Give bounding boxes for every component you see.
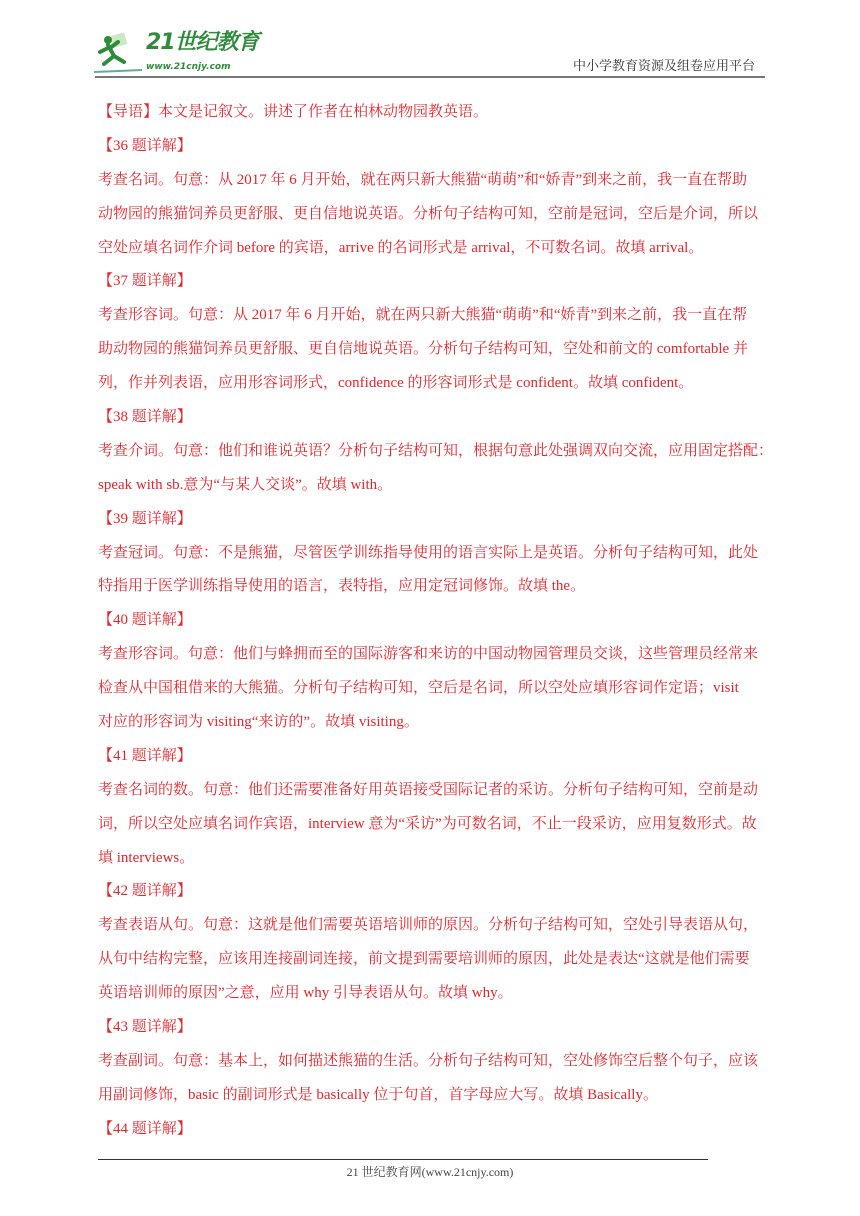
document-body: [98, 96, 798, 1147]
section-heading: 【38 题详解】: [98, 409, 192, 426]
text-line: 考查名词。句意：从 2017 年 6 月开始，就在两只新大熊猫“萌萌”和“娇青”到来之前，我一直在帮助: [98, 171, 748, 188]
text-line: 从句中结构完整，应该用连接副词连接，前文提到需要培训师的原因，此处是表达“这就是他们需要: [98, 951, 750, 968]
section-heading: 【导语】本文是记叙文。讲述了作者在柏林动物园教英语。: [98, 104, 489, 120]
section-heading: 【39 题详解】: [98, 510, 192, 527]
text-line: 列，作并列表语，应用形容词形式，confidence 的形容词形式是 confident。故填 confident。: [98, 375, 694, 392]
header-divider: [95, 76, 765, 78]
text-line: 考查形容词。句意：从 2017 年 6 月开始，就在两只新大熊猫“萌萌”和“娇青”到来之前，我一直在帮: [98, 307, 748, 324]
footer-text: 21 世纪教育网(www.21cnjy.com): [346, 1165, 514, 1179]
section-heading: 【40 题详解】: [98, 612, 192, 629]
text-line: speak with sb.意为“与某人交谈”。故填 with。: [98, 476, 393, 493]
text-line: 考查名词的数。句意：他们还需要准备好用英语接受国际记者的采访。分析句子结构可知，空前是动: [98, 781, 759, 798]
runner-icon: [94, 32, 142, 74]
text-line: 特指用于医学训练指导使用的语言，表特指，应用定冠词修饰。故填 the。: [98, 578, 586, 595]
text-line: 考查副词。句意：基本上，如何描述熊猫的生活。分析句子结构可知，空处修饰空后整个句子，应该: [98, 1052, 759, 1069]
text-line: 检查从中国租借来的大熊猫。分析句子结构可知，空后是名词，所以空处应填形容词作定语；visit: [98, 680, 739, 697]
section-heading: 【36 题详解】: [98, 137, 192, 154]
section-heading: 【44 题详解】: [98, 1120, 192, 1137]
section-heading: 【37 题详解】: [98, 273, 192, 290]
text-line: 空处应填名词作介词 before 的宾语，arrive 的名词形式是 arrival，不可数名词。故填 arrival。: [98, 239, 704, 256]
text-line: 考查表语从句。句意：这就是他们需要英语培训师的原因。分析句子结构可知，空处引导表语从句，: [98, 917, 759, 934]
logo-url: www.21cnjy.com: [146, 62, 231, 72]
text-line: 对应的形容词为 visiting“来访的”。故填 visiting。: [98, 714, 419, 731]
text-line: 填 interviews。: [98, 849, 195, 866]
site-logo: [94, 30, 284, 76]
section-heading: 【42 题详解】: [98, 883, 192, 900]
text-line: 词，所以空处应填名词作宾语，interview 意为“采访”为可数名词，不止一段采访，应用复数形式。故: [98, 815, 757, 832]
text-line: 用副词修饰，basic 的副词形式是 basically 位于句首，首字母应大写。故填 Basically。: [98, 1086, 658, 1103]
text-line: 英语培训师的原因”之意，应用 why 引导表语从句。故填 why。: [98, 985, 513, 1002]
text-line: 考查形容词。句意：他们与蜂拥而至的国际游客和来访的中国动物园管理员交谈，这些管理员经常来: [98, 646, 759, 663]
text-line: 动物园的熊猫饲养员更舒服、更自信地说英语。分析句子结构可知，空前是冠词，空后是介词，所以: [98, 205, 759, 222]
footer-divider: [98, 1159, 708, 1160]
section-heading: 【41 题详解】: [98, 747, 192, 764]
platform-title: 中小学教育资源及组卷应用平台: [572, 58, 755, 73]
logo-text: 21世纪教育: [146, 30, 259, 55]
section-heading: 【43 题详解】: [98, 1019, 192, 1036]
text-line: 考查冠词。句意：不是熊猫，尽管医学训练指导使用的语言实际上是英语。分析句子结构可知，此处: [98, 544, 759, 561]
text-line: 考查介词。句意：他们和谁说英语？分析句子结构可知，根据句意此处强调双向交流，应用固定搭配：: [98, 442, 774, 459]
text-line: 助动物园的熊猫饲养员更舒服、更自信地说英语。分析句子结构可知，空处和前文的 comfortable 并: [98, 341, 748, 358]
